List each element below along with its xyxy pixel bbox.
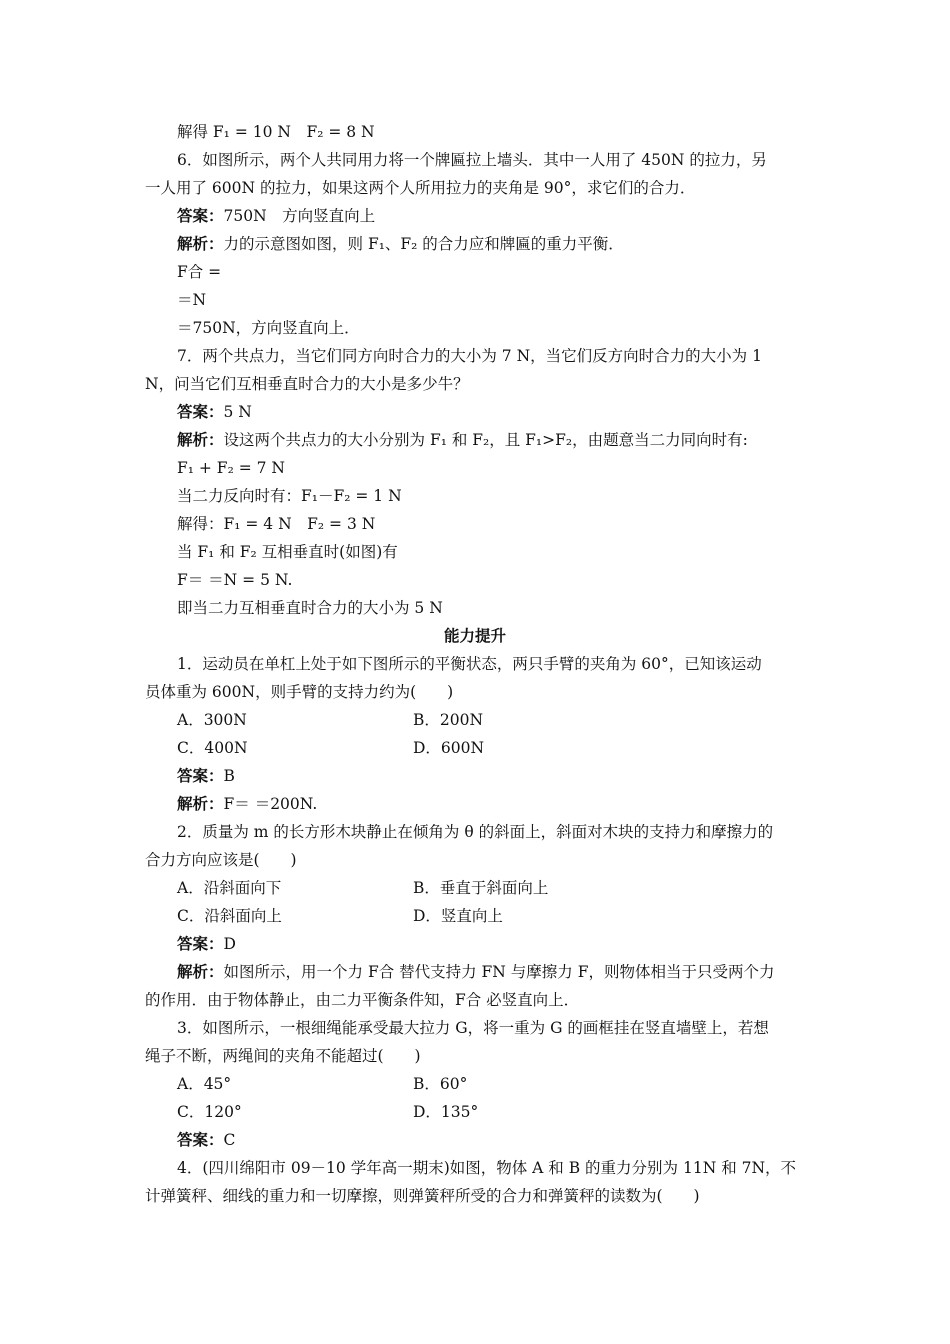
analysis-line <box>177 962 774 982</box>
text-line: 解得 F₁ = 10 N F₂ = 8 N <box>177 123 375 141</box>
option-a: A．45° <box>177 1075 232 1093</box>
question-line: 2．质量为 m 的长方形木块静止在倾角为 θ 的斜面上，斜面对木块的支持力和摩擦力的 <box>177 823 774 841</box>
answer-line <box>177 1130 235 1150</box>
option-a: A．沿斜面向下 <box>177 879 282 897</box>
analysis-line: 的作用．由于物体静止，由二力平衡条件知，F合 必竖直向上． <box>145 991 580 1009</box>
answer-line <box>177 766 235 786</box>
answer-label: 答案： <box>177 766 224 785</box>
formula-line: ＝N <box>177 291 207 309</box>
answer-text: C <box>223 1131 236 1149</box>
analysis-text: F＝ ＝200N. <box>223 795 318 813</box>
answer-text: 750N 方向竖直向上 <box>223 207 376 225</box>
analysis-label: 解析： <box>177 430 224 449</box>
option-b: B．200N <box>413 711 484 729</box>
question-line: 7．两个共点力，当它们同方向时合力的大小为 7 N，当它们反方向时合力的大小为 1 <box>177 347 762 365</box>
question-line: 4．(四川绵阳市 09－10 学年高一期末)如图，物体 A 和 B 的重力分别为 11N 和 7N，不 <box>177 1159 797 1177</box>
analysis-text: 如图所示，用一个力 F合 替代支持力 FN 与摩擦力 F，则物体相当于只受两个力 <box>223 963 775 981</box>
formula-line: F＝ ＝N = 5 N. <box>177 571 293 589</box>
option-a: A．300N <box>177 711 247 729</box>
analysis-line <box>177 430 748 450</box>
formula-line: 当二力反向时有：F₁－F₂ = 1 N <box>177 487 402 505</box>
answer-text: B <box>223 767 235 785</box>
question-line: 计弹簧秤、细线的重力和一切摩擦，则弹簧秤所受的合力和弹簧秤的读数为( ) <box>145 1187 700 1205</box>
option-c: C．400N <box>177 739 248 757</box>
answer-label: 答案： <box>177 934 224 953</box>
answer-line <box>177 206 375 226</box>
answer-line <box>177 402 252 422</box>
option-d: D．600N <box>413 739 485 757</box>
section-title: 能力提升 <box>443 626 506 645</box>
analysis-text: 力的示意图如图，则 F₁、F₂ 的合力应和牌匾的重力平衡． <box>223 235 624 253</box>
text-line: 即当二力互相垂直时合力的大小为 5 N <box>177 599 443 617</box>
question-line: 6．如图所示，两个人共同用力将一个牌匾拉上墙头．其中一人用了 450N 的拉力，另 <box>177 151 767 169</box>
option-b: B．60° <box>413 1075 468 1093</box>
option-d: D．135° <box>413 1103 479 1121</box>
analysis-label: 解析： <box>177 794 224 813</box>
answer-label: 答案： <box>177 402 224 421</box>
option-c: C．120° <box>177 1103 242 1121</box>
question-line: 合力方向应该是( ) <box>145 851 297 869</box>
answer-line <box>177 934 236 954</box>
answer-text: D <box>223 935 236 953</box>
text-line: 当 F₁ 和 F₂ 互相垂直时(如图)有 <box>177 543 398 561</box>
option-c: C．沿斜面向上 <box>177 907 282 925</box>
option-b: B．垂直于斜面向上 <box>413 879 549 897</box>
formula-line: ＝750N，方向竖直向上． <box>177 319 360 337</box>
formula-line: F合 = <box>177 263 222 281</box>
question-line: 绳子不断，两绳间的夹角不能超过( ) <box>145 1047 421 1065</box>
formula-line: 解得：F₁ = 4 N F₂ = 3 N <box>177 515 376 533</box>
option-d: D．竖直向上 <box>413 907 503 925</box>
question-line: 1．运动员在单杠上处于如下图所示的平衡状态，两只手臂的夹角为 60°，已知该运动 <box>177 655 762 673</box>
formula-line: F₁ + F₂ = 7 N <box>177 459 285 477</box>
answer-text: 5 N <box>223 403 252 421</box>
analysis-line <box>177 234 624 254</box>
answer-label: 答案： <box>177 1130 224 1149</box>
analysis-label: 解析： <box>177 962 224 981</box>
question-line: 一人用了 600N 的拉力，如果这两个人所用拉力的夹角是 90°，求它们的合力． <box>145 179 696 197</box>
analysis-line <box>177 794 317 814</box>
question-line: 员体重为 600N，则手臂的支持力约为( ) <box>145 683 454 701</box>
question-line: N，问当它们互相垂直时合力的大小是多少牛？ <box>145 375 469 393</box>
question-line: 3．如图所示，一根细绳能承受最大拉力 G，将一重为 G 的画框挂在竖直墙壁上，若想 <box>177 1019 769 1037</box>
answer-label: 答案： <box>177 206 224 225</box>
analysis-label: 解析： <box>177 234 224 253</box>
analysis-text: 设这两个共点力的大小分别为 F₁ 和 F₂，且 F₁>F₂，由题意当二力同向时有: <box>223 431 748 449</box>
